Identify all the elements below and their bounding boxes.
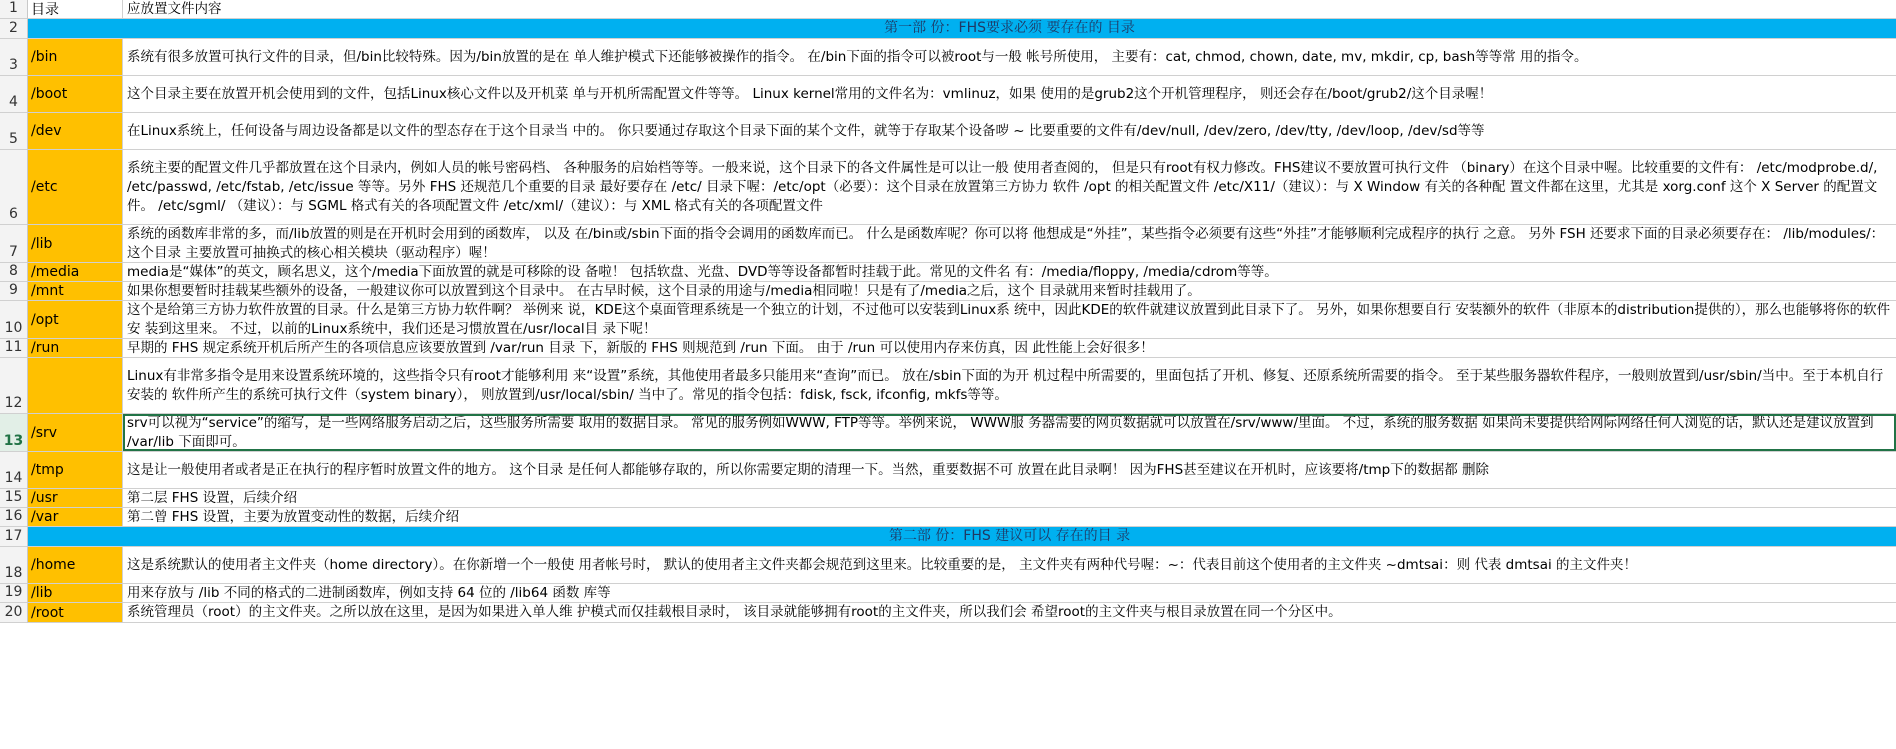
- row-header[interactable]: 4: [0, 76, 28, 113]
- table-row: [28, 113, 1896, 150]
- cell-content[interactable]: 第一部 份：FHS要求必须 要存在的 目录: [884, 20, 1135, 36]
- row-header[interactable]: 9: [0, 282, 28, 301]
- cell-directory[interactable]: /opt: [28, 301, 123, 338]
- cell-content[interactable]: media是“媒体”的英文，顾名思义，这个/media下面放置的就是可移除的设 备啦！ 包括软盘、光盘、DVD等等设备都暂时挂载于此。常见的文件名 有：/media/floppy, /media/cdrom等等。: [127, 263, 1278, 280]
- table-row: [28, 0, 1896, 19]
- row-header[interactable]: 7: [0, 225, 28, 263]
- row-header[interactable]: 15: [0, 489, 28, 508]
- cell-content[interactable]: srv可以视为“service”的缩写，是一些网络服务启动之后，这些服务所需要 取用的数据目录。 常见的服务例如WWW, FTP等等。举例来说， WWW服 务器需要的网页数据就可以放置在/srv/www/里面。 不过，系统的服务数据 如果尚未要提供给网际网络任何人浏览的话，默认还是建议放置到 /var/lib 下面即可。: [123, 414, 1896, 451]
- cell-content[interactable]: 系统的函数库非常的多，而/lib放置的则是在开机时会用到的函数库， 以及 在/bin或/sbin下面的指令会调用的函数库而已。 什么是函数库呢？你可以将 他想成是“外挂”，某些指令必须要有这些“外挂”才能够顺利完成程序的执行 之意。 另外 FSH 还要求下面的目录必须要存在： /lib/modules/：这个目录 主要放置可抽换式的核心相关模块（驱动程序）喔！: [127, 225, 1885, 261]
- cell-directory[interactable]: /tmp: [28, 452, 123, 488]
- row-header[interactable]: 1: [0, 0, 28, 19]
- table-row: [28, 452, 1896, 489]
- row-header[interactable]: 13: [0, 414, 28, 452]
- cell-directory[interactable]: /etc: [28, 150, 123, 224]
- table-row: [28, 39, 1896, 76]
- cell-directory[interactable]: /root: [28, 603, 123, 622]
- row-header[interactable]: 17: [0, 527, 28, 547]
- cell-content[interactable]: 这个目录主要在放置开机会使用到的文件，包括Linux核心文件以及开机菜 单与开机所需配置文件等等。 Linux kernel常用的文件名为：vmlinuz，如果 使用的是grub2这个开机管理程序， 则还会存在/boot/grub2/这个目录喔！: [127, 85, 1493, 102]
- table-row: [28, 414, 1896, 452]
- cell-content[interactable]: 早期的 FHS 规定系统开机后所产生的各项信息应该要放置到 /var/run 目录 下，新版的 FHS 则规范到 /run 下面。 由于 /run 可以使用内存来仿真，因 此性能上会好很多！: [127, 339, 1154, 356]
- row-header[interactable]: 8: [0, 263, 28, 282]
- row-header[interactable]: 14: [0, 452, 28, 489]
- cell-directory[interactable]: /media: [28, 263, 123, 281]
- row-header[interactable]: 2: [0, 19, 28, 39]
- table-row: [28, 150, 1896, 225]
- cell-directory[interactable]: /srv: [28, 414, 123, 451]
- cell-content[interactable]: 这是系统默认的使用者主文件夹（home directory）。在你新增一个一般使 用者帐号时， 默认的使用者主文件夹都会规范到这里来。比较重要的是， 主文件夹有两种代号喔：~：代表目前这个使用者的主文件夹 ~dmtsai：则 代表 dmtsai 的主文件夹！: [127, 556, 1638, 573]
- row-header[interactable]: 19: [0, 584, 28, 603]
- cell-content[interactable]: 系统管理员（root）的主文件夹。之所以放在这里，是因为如果进入单人维 护模式而仅挂载根目录时， 该目录就能够拥有root的主文件夹，所以我们会 希望root的主文件夹与根目录放置在同一个分区中。: [127, 604, 1342, 620]
- row-header[interactable]: 6: [0, 150, 28, 225]
- cell-content[interactable]: 系统有很多放置可执行文件的目录，但/bin比较特殊。因为/bin放置的是在 单人维护模式下还能够被操作的指令。 在/bin下面的指令可以被root与一般 帐号所使用， 主要有：cat, chmod, chown, date, mv, mkdir, cp, bash等等常 用的指令。: [127, 48, 1588, 65]
- cell-content[interactable]: 如果你想要暂时挂载某些额外的设备，一般建议你可以放置到这个目录中。 在古早时候，这个目录的用途与/media相同啦！只是有了/media之后，这个 目录就用来暂时挂载用了。: [127, 282, 1201, 299]
- cell-directory[interactable]: /bin: [28, 39, 123, 75]
- row-header[interactable]: 5: [0, 113, 28, 150]
- cell-content[interactable]: 用来存放与 /lib 不同的格式的二进制函数库，例如支持 64 位的 /lib64 函数 库等: [127, 584, 611, 601]
- row-header[interactable]: 10: [0, 301, 28, 339]
- row-header[interactable]: 3: [0, 39, 28, 76]
- table-row: [28, 19, 1896, 39]
- table-row: [28, 489, 1896, 508]
- table-row: [28, 339, 1896, 358]
- cell-directory[interactable]: [28, 527, 123, 546]
- row-header[interactable]: 18: [0, 547, 28, 584]
- cell-directory[interactable]: /boot: [28, 76, 123, 112]
- table-row: [28, 603, 1896, 623]
- cell-content[interactable]: 在Linux系统上，任何设备与周边设备都是以文件的型态存在于这个目录当 中的。 你只要通过存取这个目录下面的某个文件，就等于存取某个设备哕 ~ 比要重要的文件有/dev/null, /dev/zero, /dev/tty, /dev/loop, /dev/sd等等: [127, 122, 1485, 139]
- cell-directory[interactable]: /home: [28, 547, 123, 583]
- table-row: [28, 263, 1896, 282]
- cell-directory[interactable]: [28, 358, 123, 413]
- row-header[interactable]: 11: [0, 339, 28, 358]
- table-row: [28, 301, 1896, 339]
- table-row: [28, 76, 1896, 113]
- row-header[interactable]: 20: [0, 603, 28, 623]
- cell-content[interactable]: 这是让一般使用者或者是正在执行的程序暂时放置文件的地方。 这个目录 是任何人都能够存取的，所以你需要定期的清理一下。当然，重要数据不可 放置在此目录啊！ 因为FHS甚至建议在开机时，应该要将/tmp下的数据都 删除: [127, 461, 1490, 478]
- table-row: [28, 547, 1896, 584]
- cell-content[interactable]: 这个是给第三方协力软件放置的目录。什么是第三方协力软件啊？ 举例来 说，KDE这个桌面管理系统是一个独立的计划，不过他可以安装到Linux系 统中，因此KDE的软件就建议放置到此目录下了。 另外，如果你想要自行 安装额外的软件（非原本的distribution提供的），那么也能够将你的软件安 装到这里来。 不过，以前的Linux系统中，我们还是习惯放置在/usr/local目 录下呢！: [127, 301, 1891, 337]
- cell-directory[interactable]: 目录: [28, 0, 123, 18]
- cell-content[interactable]: 第二部 份：FHS 建议可以 存在的目 录: [888, 528, 1131, 544]
- cell-content[interactable]: 第二曾 FHS 设置，主要为放置变动性的数据，后续介绍: [127, 508, 460, 525]
- cell-directory[interactable]: /var: [28, 508, 123, 526]
- cell-directory[interactable]: /mnt: [28, 282, 123, 300]
- table-row: [28, 358, 1896, 414]
- row-header[interactable]: 12: [0, 358, 28, 414]
- table-row: [28, 225, 1896, 263]
- cell-directory[interactable]: [28, 19, 123, 38]
- cell-content[interactable]: 系统主要的配置文件几乎都放置在这个目录内，例如人员的帐号密码档、 各种服务的启始档等等。一般来说，这个目录下的各文件属性是可以让一般 使用者查阅的， 但是只有root有权力修改。FHS建议不要放置可执行文件 （binary）在这个目录中喔。比较重要的文件有： /etc/modprobe.d/, /etc/passwd, /etc/fstab, /etc/issue 等等。另外 FHS 还规范几个重要的目录 最好要存在 /etc/ 目录下喔：/etc/opt（必要）：这个目录在放置第三方协力 软件 /opt 的相关配置文件 /etc/X11/（建议）：与 X Window 有关的各种配 置文件都在这里，尤其是 xorg.conf 这个 X Server 的配置文件。 /etc/sgml/ （建议）：与 SGML 格式有关的各项配置文件 /etc/xml/（建议）：与 XML 格式有关的各项配置文件: [127, 159, 1878, 214]
- cell-directory[interactable]: /usr: [28, 489, 123, 507]
- cell-directory[interactable]: /lib: [28, 584, 123, 602]
- cell-content[interactable]: 第二层 FHS 设置，后续介绍: [127, 489, 298, 506]
- table-row: [28, 527, 1896, 547]
- table-row: [28, 508, 1896, 527]
- cell-directory[interactable]: /dev: [28, 113, 123, 149]
- cell-content[interactable]: Linux有非常多指令是用来设置系统环境的，这些指令只有root才能够利用 来“设置”系统，其他使用者最多只能用来“查询”而已。 放在/sbin下面的为开 机过程中所需要的，里面包括了开机、修复、还原系统所需要的指令。 至于某些服务器软件程序，一般则放置到/usr/sbin/当中。至于本机自行安装的 软件所产生的系统可执行文件（system binary）， 则放置到/usr/local/sbin/ 当中了。常见的指令包括：fdisk, fsck, ifconfig, mkfs等等。: [127, 367, 1884, 403]
- cell-content[interactable]: 应放置文件内容: [127, 0, 222, 17]
- table-row: [28, 282, 1896, 301]
- row-header[interactable]: 16: [0, 508, 28, 527]
- table-row: [28, 584, 1896, 603]
- cell-directory[interactable]: /run: [28, 339, 123, 357]
- cell-directory[interactable]: /lib: [28, 225, 123, 262]
